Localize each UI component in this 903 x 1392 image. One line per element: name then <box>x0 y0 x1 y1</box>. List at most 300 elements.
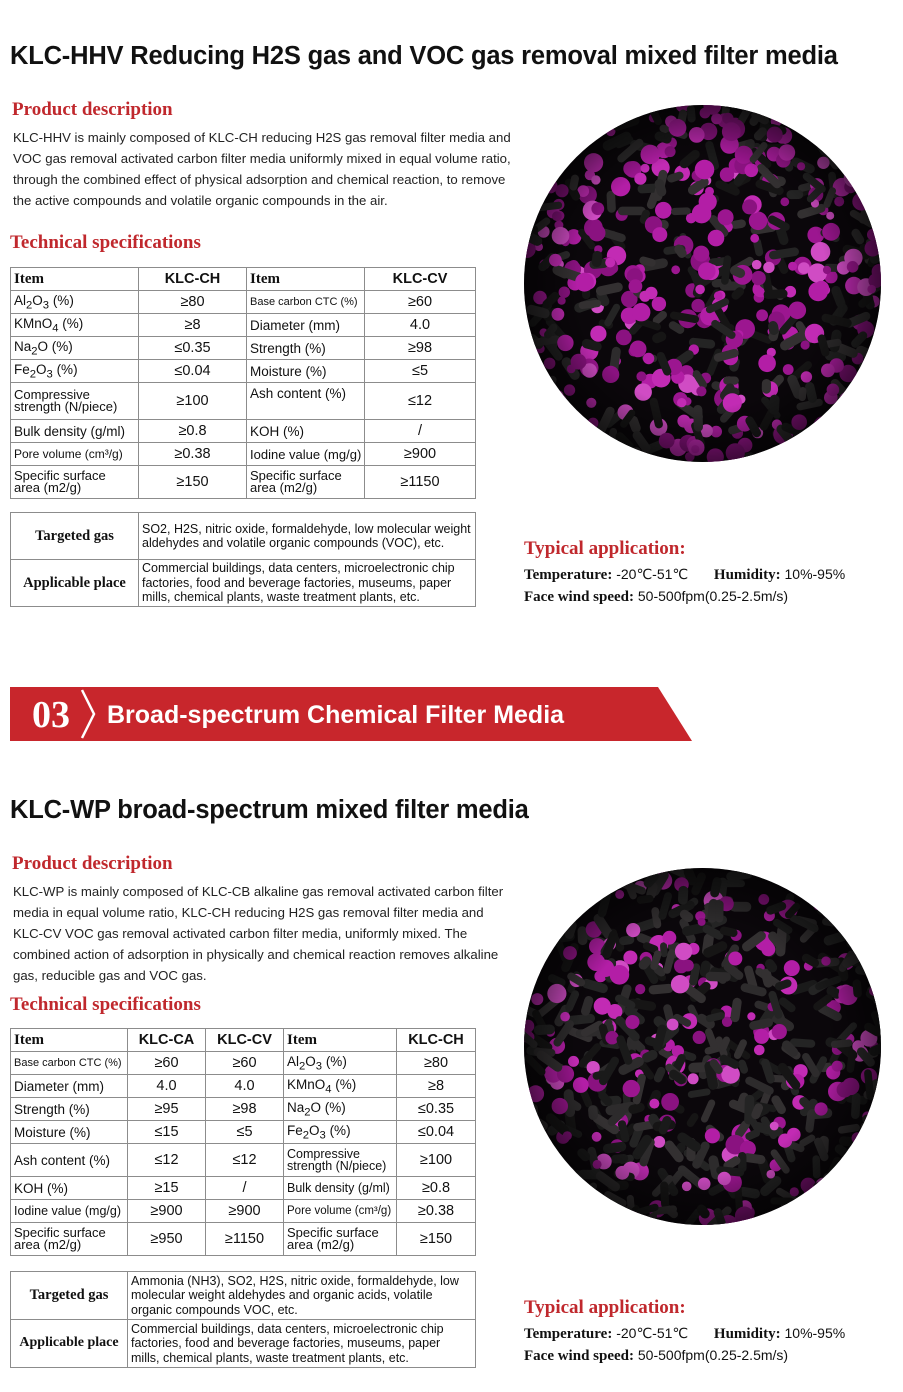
targeted-gas-label: Targeted gas <box>11 513 139 560</box>
section2-temperature-humidity <box>524 1325 845 1343</box>
purple-pellet <box>867 150 881 168</box>
spec-item: Compressive strength (N/piece) <box>11 383 139 420</box>
purple-pellet <box>848 1180 856 1188</box>
carbon-pellet <box>579 438 604 453</box>
humidity-value: 10%-95% <box>784 1325 846 1341</box>
description-line: through the combined effect of physical adsorption and chemical reaction, to remove <box>13 172 506 187</box>
spec-value: ≤5 <box>206 1121 284 1144</box>
pellet-texture <box>524 105 881 462</box>
carbon-pellet <box>828 121 856 142</box>
purple-pellet <box>578 452 587 461</box>
spec-value: 4.0 <box>365 314 476 337</box>
purple-pellet <box>564 903 577 916</box>
carbon-pellet <box>533 919 558 941</box>
carbon-pellet <box>872 121 881 142</box>
section1-description <box>13 127 511 211</box>
purple-pellet <box>554 450 567 462</box>
carbon-pellet <box>558 1203 579 1219</box>
carbon-pellet <box>537 413 549 436</box>
purple-pellet <box>524 166 535 178</box>
description-line: the active compounds and volatile organic compounds in the air. <box>13 193 388 208</box>
carbon-pellet <box>840 1206 868 1225</box>
section2-gas-table <box>10 1271 476 1368</box>
description-line: gas, reducible gas and VOC gas. <box>13 968 207 983</box>
purple-pellet <box>794 452 809 462</box>
purple-pellet <box>528 1123 540 1135</box>
table-row <box>11 314 476 337</box>
purple-pellet <box>854 122 867 135</box>
purple-pellet <box>817 105 831 112</box>
spec-item: KMnO$_4$ (%) <box>11 314 139 337</box>
section2-spec-table <box>10 1028 476 1256</box>
carbon-pellet <box>558 1204 574 1215</box>
purple-pellet <box>816 112 826 122</box>
temperature-label: Temperature: <box>524 1326 613 1342</box>
carbon-pellet <box>528 424 553 437</box>
carbon-pellet <box>527 105 549 130</box>
purple-pellet <box>544 173 553 182</box>
description-line: KLC-HHV is mainly composed of KLC-CH reducing H2S gas removal filter media and <box>13 130 511 145</box>
purple-pellet <box>873 337 882 353</box>
carbon-pellet <box>827 409 846 437</box>
carbon-pellet <box>852 1203 869 1213</box>
spec-item: Bulk density (g/ml) <box>11 420 139 443</box>
spec-value: ≥900 <box>206 1200 284 1223</box>
carbon-pellet <box>534 1135 550 1160</box>
carbon-pellet <box>858 171 881 187</box>
carbon-pellet <box>850 378 873 402</box>
purple-pellet <box>843 397 851 405</box>
purple-pellet <box>535 112 548 125</box>
purple-pellet <box>524 1128 537 1144</box>
carbon-pellet <box>559 436 570 452</box>
spec-item: Strength (%) <box>11 1098 128 1121</box>
carbon-pellet <box>863 872 877 894</box>
table-row <box>11 383 476 420</box>
header-grade: KLC-CV <box>365 268 476 291</box>
purple-pellet <box>862 1177 871 1186</box>
carbon-pellet <box>821 880 835 903</box>
section2-typical-application-title: Typical application: <box>524 1297 686 1318</box>
description-line: combined action of adsorption in physically and chemical reaction removes alkaline <box>13 947 499 962</box>
carbon-pellet <box>524 395 548 424</box>
carbon-pellet <box>537 446 561 457</box>
description-line: KLC-WP is mainly composed of KLC-CB alkaline gas removal activated carbon filter <box>13 884 504 899</box>
spec-item: KMnO$_4$ (%) <box>284 1075 397 1098</box>
spec-value: ≥900 <box>128 1200 206 1223</box>
spec-item: $Fe_2O_3$ (%) <box>11 360 139 383</box>
purple-pellet <box>869 343 878 352</box>
purple-pellet <box>857 899 868 910</box>
carbon-pellet <box>558 877 578 906</box>
carbon-pellet <box>868 1192 881 1209</box>
spec-item: $Fe_2O_3$ (%) <box>284 1121 397 1144</box>
carbon-pellet <box>827 450 852 462</box>
carbon-pellet <box>524 389 534 416</box>
carbon-pellet <box>834 879 854 911</box>
purple-pellet <box>847 423 864 440</box>
purple-pellet <box>834 439 845 450</box>
carbon-pellet <box>868 896 881 918</box>
carbon-pellet <box>540 133 563 143</box>
purple-pellet <box>529 432 547 450</box>
spec-item: Specific surface area (m2/g) <box>11 466 139 499</box>
spec-item: $Al_2O_3$ (%) <box>11 291 139 314</box>
spec-item: Ash content (%) <box>11 1144 128 1177</box>
carbon-pellet <box>852 927 879 939</box>
table-row <box>11 1052 476 1075</box>
spec-value: ≥15 <box>128 1177 206 1200</box>
purple-pellet <box>537 124 552 139</box>
description-line: media in equal volume ratio, KLC-CH reducing H2S gas removal filter media and <box>13 905 484 920</box>
carbon-pellet <box>809 428 840 452</box>
carbon-pellet <box>870 1140 881 1158</box>
carbon-pellet <box>552 108 576 131</box>
spec-item: KOH (%) <box>247 420 365 443</box>
carbon-pellet <box>572 1203 584 1225</box>
purple-pellet <box>857 1187 865 1195</box>
applicable-place-label: Applicable place <box>11 560 139 607</box>
carbon-pellet <box>559 1197 582 1214</box>
purple-pellet <box>853 418 863 428</box>
table-header-row <box>11 268 476 291</box>
spec-value: ≥60 <box>206 1052 284 1075</box>
carbon-pellet <box>855 138 881 159</box>
spec-item: Specific surface area (m2/g) <box>247 466 365 499</box>
table-row <box>11 337 476 360</box>
carbon-pellet <box>608 1209 619 1225</box>
purple-pellet <box>839 115 847 123</box>
spec-item: $Na_2O$ (%) <box>11 337 139 360</box>
table-row <box>11 1098 476 1121</box>
purple-pellet <box>848 143 864 159</box>
carbon-pellet <box>864 109 881 125</box>
carbon-pellet <box>840 1188 862 1210</box>
spec-value: ≥150 <box>139 466 247 499</box>
purple-pellet <box>834 427 845 438</box>
purple-pellet <box>558 113 568 123</box>
carbon-pellet <box>843 913 858 941</box>
face-wind-speed-value: 50-500fpm(0.25-2.5m/s) <box>637 588 789 604</box>
purple-pellet <box>598 440 608 450</box>
carbon-pellet <box>762 1213 786 1225</box>
carbon-pellet <box>855 1186 871 1202</box>
purple-pellet <box>540 918 549 927</box>
carbon-pellet <box>592 1207 612 1223</box>
section1-product-description-heading: Product description <box>12 99 173 120</box>
table-row <box>11 1075 476 1098</box>
table-row <box>11 560 476 607</box>
header-grade: KLC-CA <box>128 1029 206 1052</box>
purple-pellet <box>777 868 788 879</box>
spec-item: Diameter (mm) <box>11 1075 128 1098</box>
header-grade: KLC-CH <box>397 1029 476 1052</box>
purple-pellet <box>791 105 810 120</box>
spec-value: ≤0.35 <box>397 1098 476 1121</box>
purple-pellet <box>597 1198 612 1213</box>
purple-pellet <box>539 1210 551 1222</box>
purple-pellet <box>815 1199 834 1218</box>
purple-pellet <box>524 397 529 406</box>
section2-tech-spec-heading: Technical specifications <box>10 994 201 1015</box>
targeted-gas-value: SO2, H2S, nitric oxide, formaldehyde, low molecular weight aldehydes and volatile organic compounds (VOC), etc. <box>139 513 476 560</box>
vignette <box>524 868 881 1225</box>
carbon-pellet <box>624 1216 644 1225</box>
spec-value: 4.0 <box>206 1075 284 1098</box>
purple-pellet <box>557 113 572 128</box>
temperature-value: -20℃-51℃ <box>616 566 689 582</box>
purple-pellet <box>837 445 852 460</box>
purple-pellet <box>572 429 588 445</box>
purple-pellet <box>827 105 844 116</box>
carbon-pellet <box>850 415 864 447</box>
carbon-pellet <box>796 868 821 885</box>
purple-pellet <box>820 1195 829 1204</box>
carbon-pellet <box>540 418 552 440</box>
purple-pellet <box>826 108 835 117</box>
carbon-pellet <box>618 868 640 879</box>
carbon-pellet <box>529 423 561 443</box>
carbon-pellet <box>865 388 881 396</box>
purple-pellet <box>524 154 531 164</box>
purple-pellet <box>524 186 533 202</box>
purple-pellet <box>532 149 549 166</box>
spec-value: ≥80 <box>397 1052 476 1075</box>
temperature-value: -20℃-51℃ <box>616 1325 689 1341</box>
carbon-pellet <box>571 438 588 461</box>
spec-value: ≤15 <box>128 1121 206 1144</box>
purple-pellet <box>847 105 861 118</box>
spec-item: $Al_2O_3$ (%) <box>284 1052 397 1075</box>
carbon-pellet <box>574 877 586 896</box>
purple-pellet <box>530 376 542 388</box>
carbon-pellet <box>533 1187 549 1209</box>
purple-pellet <box>872 414 881 426</box>
carbon-pellet <box>814 879 833 891</box>
carbon-pellet <box>562 892 583 910</box>
humidity-value: 10%-95% <box>784 566 846 582</box>
purple-pellet <box>571 888 584 901</box>
purple-pellet <box>835 427 848 440</box>
spec-value: ≤12 <box>128 1144 206 1177</box>
carbon-pellet <box>556 123 582 154</box>
purple-pellet <box>524 928 539 944</box>
spec-item: Ash content (%) <box>247 383 365 420</box>
spec-value: ≥80 <box>139 291 247 314</box>
carbon-pellet <box>779 105 790 118</box>
spec-value: ≥100 <box>139 383 247 420</box>
spec-item: Pore volume (cm³/g) <box>11 443 139 466</box>
carbon-pellet <box>558 411 574 427</box>
carbon-pellet <box>524 875 532 903</box>
purple-pellet <box>863 911 881 930</box>
spec-value: ≤5 <box>365 360 476 383</box>
spec-item: Diameter (mm) <box>247 314 365 337</box>
carbon-pellet <box>524 399 535 431</box>
carbon-pellet <box>536 147 566 158</box>
purple-pellet <box>524 348 537 363</box>
humidity-label: Humidity: <box>713 567 781 583</box>
spec-value: ≥0.8 <box>139 420 247 443</box>
spec-value: ≥98 <box>365 337 476 360</box>
temperature-label: Temperature: <box>524 567 613 583</box>
table-row <box>11 420 476 443</box>
section-banner <box>10 687 692 749</box>
purple-pellet <box>528 205 539 216</box>
carbon-pellet <box>524 127 537 144</box>
purple-pellet <box>552 448 563 459</box>
spec-value: ≤12 <box>365 383 476 420</box>
carbon-pellet <box>524 1136 546 1151</box>
carbon-pellet <box>572 888 580 910</box>
carbon-pellet <box>826 878 840 899</box>
table-row <box>11 1121 476 1144</box>
banner-number: 03 <box>32 694 70 736</box>
carbon-pellet <box>862 404 881 423</box>
carbon-pellet <box>849 868 868 899</box>
purple-pellet <box>551 405 567 421</box>
spec-value: ≥60 <box>128 1052 206 1075</box>
targeted-gas-label: Targeted gas <box>11 1272 128 1320</box>
carbon-pellet <box>559 134 576 143</box>
purple-pellet <box>845 900 865 920</box>
table-row <box>11 466 476 499</box>
carbon-pellet <box>827 868 844 875</box>
section1-title: KLC-HHV Reducing H2S gas and VOC gas removal mixed filter media <box>10 42 838 70</box>
purple-pellet <box>609 105 627 118</box>
purple-pellet <box>524 118 538 137</box>
section1-spec-table <box>10 267 476 499</box>
header-item: Item <box>11 268 139 291</box>
face-wind-speed-label: Face wind speed: <box>524 1348 634 1364</box>
section1-temperature-humidity <box>524 566 845 584</box>
carbon-pellet <box>524 1110 537 1122</box>
spec-item: Specific surface area (m2/g) <box>284 1223 397 1256</box>
spec-item: Iodine value (mg/g) <box>247 443 365 466</box>
carbon-pellet <box>598 105 625 116</box>
spec-item: Base carbon CTC (%) <box>11 1052 128 1075</box>
purple-pellet <box>553 140 566 153</box>
table-row <box>11 1320 476 1368</box>
carbon-pellet <box>528 935 541 960</box>
spec-value: / <box>365 420 476 443</box>
purple-pellet <box>796 453 809 462</box>
section1-tech-spec-heading: Technical specifications <box>10 232 201 253</box>
carbon-pellet <box>856 387 875 402</box>
purple-pellet <box>866 176 881 192</box>
spec-item: Bulk density (g/ml) <box>284 1177 397 1200</box>
description-line: KLC-CV VOC gas removal activated carbon filter media, uniformly mixed. The <box>13 926 468 941</box>
carbon-pellet <box>558 421 568 437</box>
spec-value: ≥95 <box>128 1098 206 1121</box>
purple-pellet <box>547 448 556 457</box>
purple-pellet <box>867 1144 881 1163</box>
purple-pellet <box>524 110 533 127</box>
carbon-pellet <box>803 1196 829 1211</box>
carbon-pellet <box>524 105 551 118</box>
section2-filter-media-image <box>524 868 881 1225</box>
purple-pellet <box>524 345 535 359</box>
spec-value: ≥1150 <box>365 466 476 499</box>
table-row <box>11 1177 476 1200</box>
carbon-pellet <box>796 107 814 123</box>
header-item: Item <box>247 268 365 291</box>
spec-value: ≥8 <box>397 1075 476 1098</box>
carbon-pellet <box>856 1198 881 1221</box>
carbon-pellet <box>869 1162 881 1188</box>
purple-pellet <box>866 413 881 429</box>
carbon-pellet <box>563 1179 579 1194</box>
purple-pellet <box>850 1202 859 1211</box>
purple-pellet <box>583 884 600 901</box>
carbon-pellet <box>866 933 881 959</box>
table-row <box>11 443 476 466</box>
carbon-pellet <box>528 894 547 905</box>
spec-item: Base carbon CTC (%) <box>247 291 365 314</box>
spec-value: ≥8 <box>139 314 247 337</box>
face-wind-speed-label: Face wind speed: <box>524 589 634 605</box>
carbon-pellet <box>582 1206 605 1225</box>
carbon-pellet <box>855 443 866 462</box>
carbon-pellet <box>531 152 549 164</box>
vignette <box>524 105 881 462</box>
spec-value: ≥1150 <box>206 1223 284 1256</box>
table-row <box>11 1144 476 1177</box>
carbon-pellet <box>835 905 858 925</box>
carbon-pellet <box>840 399 854 418</box>
purple-pellet <box>866 204 877 215</box>
carbon-pellet <box>816 116 827 140</box>
purple-pellet <box>524 911 540 931</box>
carbon-pellet <box>860 369 878 379</box>
carbon-pellet <box>524 881 535 910</box>
header-grade: KLC-CV <box>206 1029 284 1052</box>
header-item: Item <box>284 1029 397 1052</box>
spec-value: ≤0.04 <box>139 360 247 383</box>
carbon-pellet <box>526 1202 558 1221</box>
targeted-gas-value: Ammonia (NH3), SO2, H2S, nitric oxide, formaldehyde, low molecular weight aldehydes and organic acids, volatile organic compounds VOC, etc. <box>128 1272 476 1320</box>
spec-item: Specific surface area (m2/g) <box>11 1223 128 1256</box>
spec-item: Iodine value (mg/g) <box>11 1200 128 1223</box>
humidity-label: Humidity: <box>713 1326 781 1342</box>
carbon-pellet <box>838 412 865 423</box>
spec-item: Strength (%) <box>247 337 365 360</box>
table-row <box>11 1223 476 1256</box>
carbon-pellet <box>585 122 613 130</box>
carbon-pellet <box>524 885 545 904</box>
carbon-pellet <box>619 1216 642 1225</box>
description-line: VOC gas removal activated carbon filter media uniformly mixed in equal volume ratio, <box>13 151 511 166</box>
spec-value: 4.0 <box>128 1075 206 1098</box>
purple-pellet <box>847 1207 856 1216</box>
spec-item: $Na_2O$ (%) <box>284 1098 397 1121</box>
table-row <box>11 291 476 314</box>
carbon-pellet <box>808 1208 816 1225</box>
carbon-pellet <box>525 1137 537 1165</box>
section1-filter-media-image <box>524 105 881 462</box>
section2-description <box>13 881 503 986</box>
carbon-pellet <box>577 114 594 132</box>
section1-typical-application-title: Typical application: <box>524 538 686 559</box>
carbon-pellet <box>538 1191 558 1215</box>
spec-value: ≥100 <box>397 1144 476 1177</box>
carbon-pellet <box>574 1191 600 1212</box>
header-item: Item <box>11 1029 128 1052</box>
spec-item: Pore volume (cm³/g) <box>284 1200 397 1223</box>
section2-face-wind-speed <box>524 1347 788 1365</box>
purple-pellet <box>871 1127 881 1141</box>
section2-product-description-heading: Product description <box>12 853 173 874</box>
